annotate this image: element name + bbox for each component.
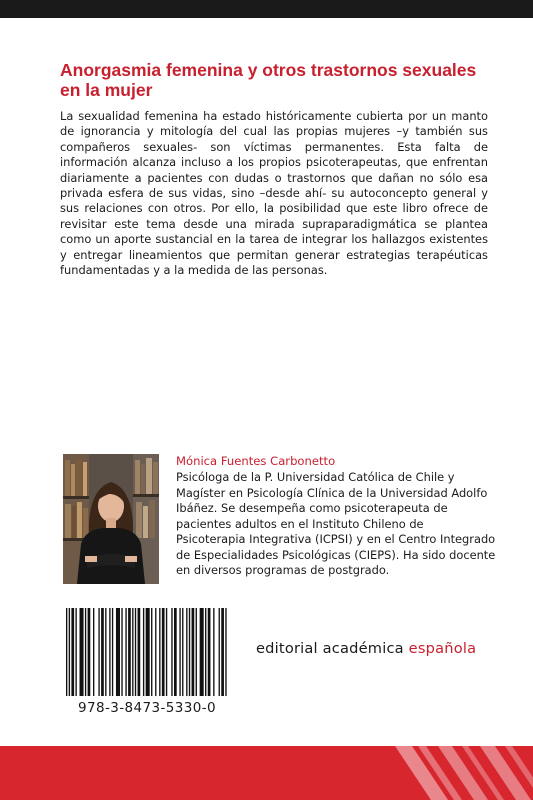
publisher-name: editorial académica	[256, 640, 404, 657]
isbn-number: 978-3-8473-5330-0	[78, 700, 216, 716]
author-name: Mónica Fuentes Carbonetto	[176, 454, 336, 468]
bottom-red-band	[0, 746, 533, 800]
author-bio: Psicóloga de la P. Universidad Católica de Chile y Magíster en Psicología Clínica de la Universidad Adolfo Ibáñez. Se desempeña como psicoterapeuta de pacientes adultos en el Instituto Chileno de Psicoterapia Integrativa (ICPSI) y en el Centro Integrado de Especialidades Psicológicas (CIEPS). Ha sido docente en diversos programas de postgrado.	[176, 470, 496, 577]
book-blurb: La sexualidad femenina ha estado históricamente cubierta por un manto de ignorancia y mitología del cual las propias mujeres –y también sus compañeros sexuales- son víctimas permanentes. Esta falta de información alcanza incluso a los propios psicoterapeutas, que enfrentan diariamente a pacientes con dudas o trastornos que dañan no sólo esa privada esfera de sus vidas, sino –desde ahí- su autoconcepto general y sus relaciones con otros. Por ello, la posibilidad que este libro ofrece de revisitar este tema desde una mirada supraparadigmática se plantea como un aporte sustancial en la tarea de integrar los hallazgos existentes y entregar lineamientos que permitan generar estrategias terapéuticas fundamentadas y a la medida de las personas.	[60, 109, 488, 278]
author-portrait-illustration	[63, 454, 159, 584]
publisher-name-accent: española	[408, 640, 477, 657]
author-photo	[63, 454, 159, 584]
top-dark-band	[0, 0, 533, 18]
barcode	[62, 604, 232, 722]
decorative-diagonal-stripes	[0, 746, 533, 800]
book-title: Anorgasmia femenina y otros trastornos sexuales en la mujer	[60, 60, 477, 100]
publisher-logo	[256, 640, 476, 657]
barcode-bars	[66, 608, 228, 698]
